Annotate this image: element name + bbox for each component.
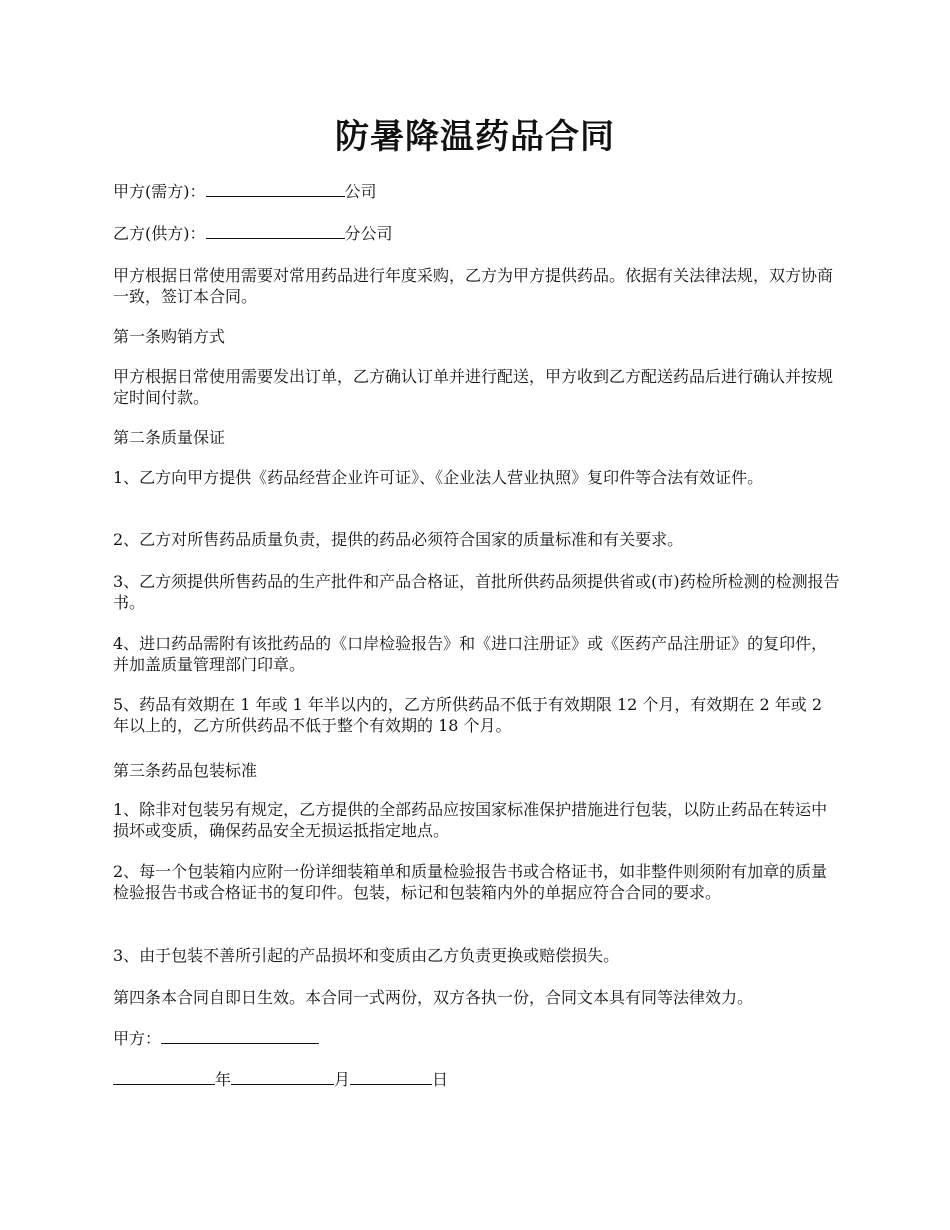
party-a-blank (206, 182, 345, 197)
day-label: 日 (432, 1070, 449, 1089)
signature-line (113, 1028, 853, 1049)
article4-text: 第四条本合同自即日生效。本合同一式两份，双方各执一份，合同文本具有同等法律效力。 (113, 988, 754, 1007)
day-blank (350, 1070, 432, 1085)
article3-item-1: 1、除非对包装另有规定，乙方提供的全部药品应按国家标准保护措施进行包装，以防止药品在转运中损坏或变质，确保药品安全无损运抵指定地点。 (113, 800, 828, 840)
article2-item-2: 2、乙方对所售药品质量负责，提供的药品必须符合国家的质量标准和有关要求。 (113, 530, 684, 549)
article3-item-2: 2、每一个包装箱内应附一份详细装箱单和质量检验报告书或合格证书，如非整件则须附有加章的质量检验报告书或合格证书的复印件。包装，标记和包装箱内外的单据应符合合同的要求。 (113, 862, 828, 902)
year-blank (113, 1070, 215, 1085)
party-b-label: 乙方(供方)： (113, 224, 206, 243)
month-label: 月 (334, 1070, 351, 1089)
month-blank (231, 1070, 334, 1085)
page-title: 防暑降温药品合同 (335, 117, 615, 157)
year-label: 年 (215, 1070, 232, 1089)
article3-item-3: 3、由于包装不善所引起的产品损坏和变质由乙方负责更换或赔偿损失。 (113, 946, 620, 965)
signature-blank (161, 1029, 319, 1044)
intro-paragraph: 甲方根据日常使用需要对常用药品进行年度采购，乙方为甲方提供药品。依据有关法律法规，双方协商一致，签订本合同。 (113, 266, 834, 306)
party-b-blank (206, 224, 345, 239)
article2-item-3: 3、乙方须提供所售药品的生产批件和产品合格证，首批所供药品须提供省或(市)药检所检测的检测报告书。 (113, 572, 840, 612)
article1-text: 甲方根据日常使用需要发出订单，乙方确认订单并进行配送，甲方收到乙方配送药品后进行确认并按规定时间付款。 (113, 367, 834, 407)
article2-item-1: 1、乙方向甲方提供《药品经营企业许可证》、《企业法人营业执照》复印件等合法有效证件。 (113, 468, 764, 487)
party-a-suffix: 公司 (344, 182, 377, 201)
party-b-suffix: 分公司 (344, 224, 393, 243)
article2-heading: 第二条质量保证 (113, 428, 226, 447)
signature-label: 甲方： (113, 1029, 162, 1048)
date-line (113, 1069, 853, 1090)
article2-item-4: 4、进口药品需附有该批药品的《口岸检验报告》和《进口注册证》或《医药产品注册证》的复印件，并加盖质量管理部门印章。 (113, 634, 828, 674)
article3-heading: 第三条药品包装标准 (113, 761, 258, 780)
article1-heading: 第一条购销方式 (113, 327, 226, 346)
party-a-line (113, 181, 853, 202)
article2-item-5: 5、药品有效期在 1 年或 1 年半以内的，乙方所供药品不低于有效期限 12 个月，有效期在 2 年或 2 年以上的，乙方所供药品不低于整个有效期的 18 个月。 (113, 695, 823, 735)
party-a-label: 甲方(需方)： (113, 182, 206, 201)
party-b-line (113, 223, 853, 244)
